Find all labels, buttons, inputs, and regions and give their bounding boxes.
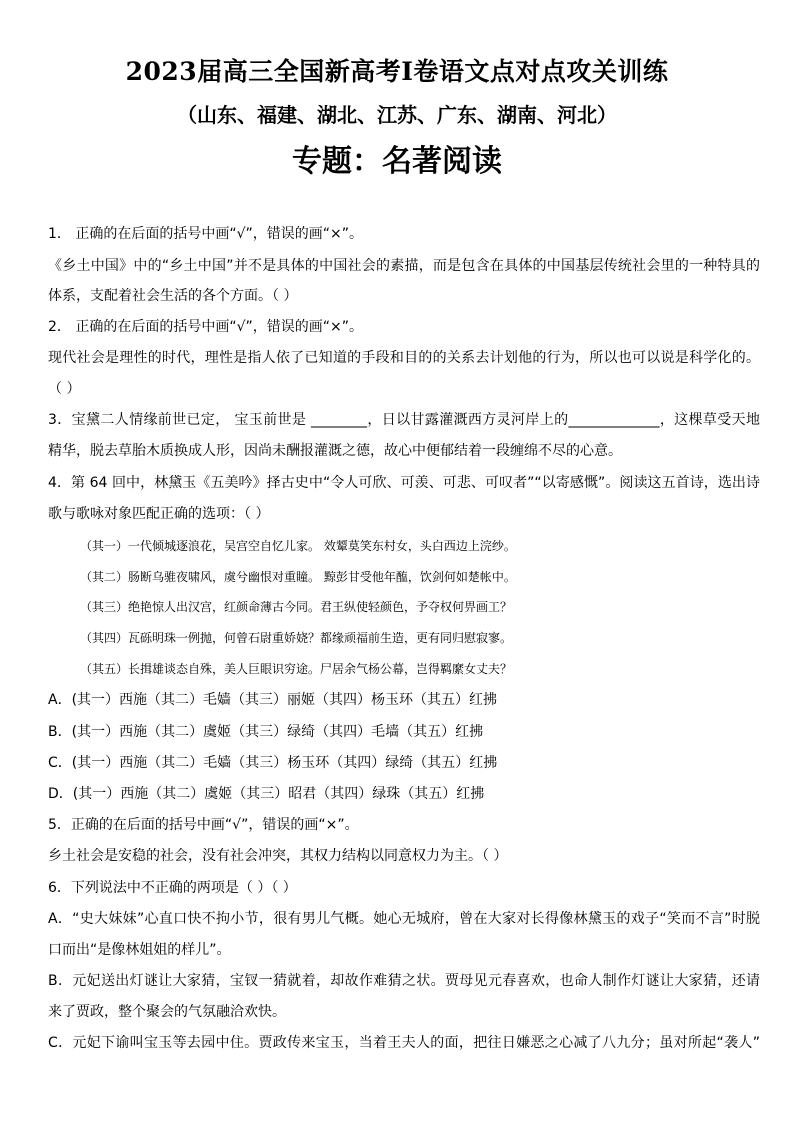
question-6-option-b-line-2: 来了贾政，整个聚会的气氛融洽欢快。 [48, 1004, 286, 1020]
question-1-stem: 1． 正确的在后面的括号中画“√”，错误的画“×”。 [48, 226, 364, 242]
question-1-body-line-1: 《乡土中国》中的“乡土中国”并不是具体的中国社会的素描，而是包含在具体的中国基层传统社会里的一种特具的 [48, 258, 760, 274]
poem-5: （其五）长揖雄谈态自殊，美人巨眼识穷途。尸居余气杨公幕，岂得羁縻女丈夫？ [80, 662, 513, 676]
question-2-body-line-2: （ ） [48, 381, 81, 397]
question-6-option-a-line-2: 口而出“是像林姐姐的样儿”。 [48, 942, 231, 958]
question-4-option-a: A．(其一）西施（其二）毛嫱（其三）丽姬（其四）杨玉环（其五）红拂 [48, 692, 498, 708]
document-topic: 专题：名著阅读 [292, 144, 502, 179]
question-1-body-line-2: 体系，支配着社会生活的各个方面。（ ） [48, 288, 298, 304]
poem-4: （其四）瓦砾明珠一例抛，何曾石尉重娇娆？都缘顽福前生造，更有同归慰寂寥。 [80, 631, 513, 645]
question-4-option-b: B．(其一）西施（其二）虞姬（其三）绿绮（其四）毛墙（其五）红拂 [48, 724, 484, 740]
poem-3: （其三）绝艳惊人出汉宫，红颜命薄古今同。君王纵使轻颜色，予夺权何畀画工？ [80, 600, 513, 614]
question-6-option-b-line-1: B．元妃送出灯谜让大家猜，宝钗一猜就着，却故作难猜之状。贾母见元春喜欢，也命人制作灯谜让大家猜，还请 [48, 973, 760, 989]
poem-2: （其二）肠断乌骓夜啸风，虞兮幽恨对重瞳。 黥彭甘受他年醢，饮剑何如楚帐中。 [80, 570, 516, 584]
question-4-option-c: C．(其一）西施（其二）毛嫱（其三）杨玉环（其四）绿绮（其五）红拂 [48, 755, 498, 771]
document-title: 2023届高三全国新高考Ⅰ卷语文点对点攻关训练 [125, 57, 669, 86]
question-3-line-1: 3．宝黛二人情缘前世已定， 宝玉前世是 ________，日以甘露灌溉西方灵河岸上的_____________，这棵草受天地 [48, 412, 760, 428]
document-regions: （山东、福建、湖北、江苏、广东、湖南、河北） [177, 103, 617, 127]
question-4-line-2: 歌与歌咏对象匹配正确的选项：（ ） [48, 506, 270, 522]
question-5-stem: 5．正确的在后面的括号中画“√”，错误的画“×”。 [48, 817, 359, 833]
question-6-stem: 6．下列说法中不正确的两项是（ ）（ ） [48, 880, 297, 896]
question-3-line-2: 精华，脱去草胎木质换成人形，因尚未酬报灌溉之德，故心中便郁结着一段缠绵不尽的心意。 [48, 443, 622, 459]
poem-1: （其一）一代倾城逐浪花，吴宫空自忆儿家。 效颦莫笑东村女，头白西边上浣纱。 [80, 539, 516, 553]
question-6-option-c-line-1: C．元妃下谕叫宝玉等去园中住。贾政传来宝玉，当着王夫人的面，把往日嫌恶之心减了八九分；虽对所起“袭人” [48, 1035, 760, 1051]
question-6-option-a-line-1: A．“史大妹妹”心直口快不拘小节，很有男儿气概。她心无城府，曾在大家对长得像林黛玉的戏子“笑而不言”时脱 [48, 911, 760, 927]
question-4-option-d: D．(其一）西施（其二）虞姬（其三）昭君（其四）绿珠（其五）红拂 [48, 786, 485, 802]
question-5-body: 乡土社会是安稳的社会，没有社会冲突，其权力结构以同意权力为主。（ ） [48, 848, 508, 864]
question-2-body-line-1: 现代社会是理性的时代，理性是指人依了已知道的手段和目的的关系去计划他的行为，所以也可以说是科学化的。 [48, 350, 760, 366]
question-2-stem: 2． 正确的在后面的括号中画“√”，错误的画“×”。 [48, 319, 364, 335]
question-4-line-1: 4．第 64 回中，林黛玉《五美吟》择古史中“令人可欣、可羡、可悲、可叹者”“以寄感慨”。阅读这五首诗，选出诗 [48, 475, 760, 491]
